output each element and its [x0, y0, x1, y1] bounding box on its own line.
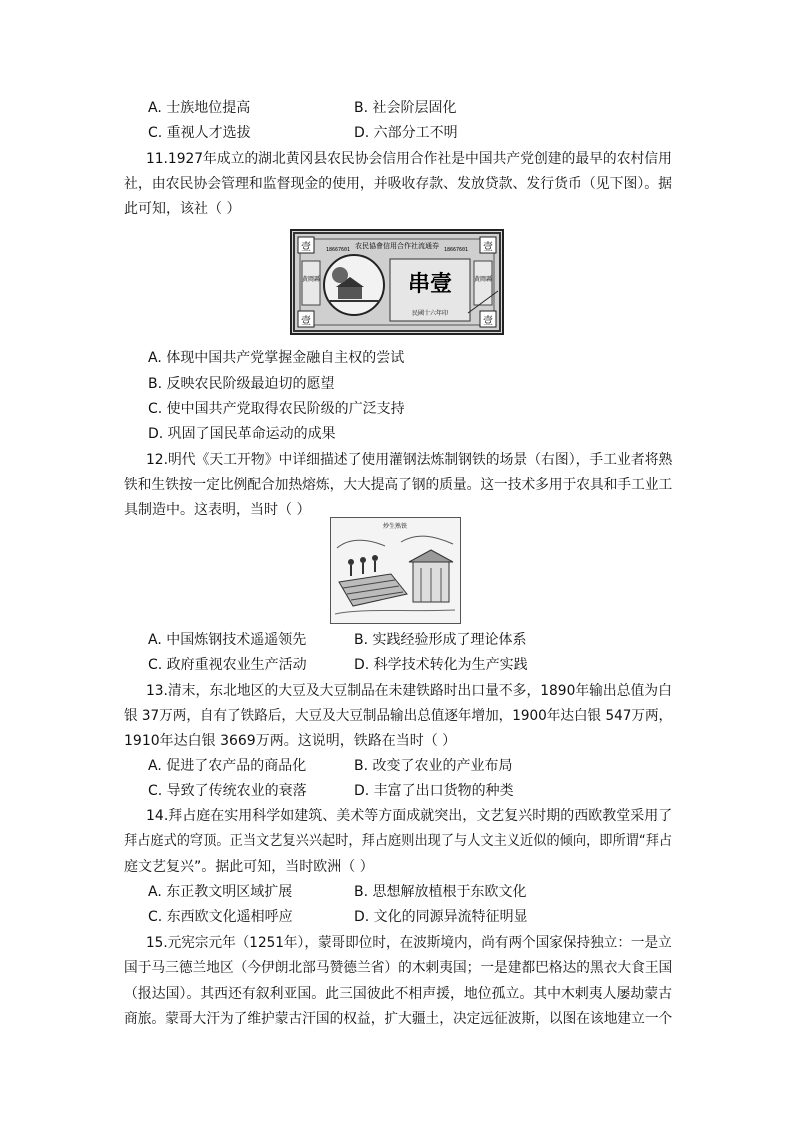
note-bottom-text: 民國十六年印 — [411, 310, 449, 317]
serial-right: 18667601 — [443, 247, 469, 253]
q10-option-b: B. 社会阶层固化 — [354, 100, 457, 116]
q12-woodcut-figure — [330, 517, 461, 624]
q14-stem-line-2: 拜占庭式的穹顶。正当文艺复兴兴起时，拜占庭则出现了与人文主义近似的倾向，即所谓“拜占 — [124, 833, 673, 849]
q14-stem-line-3: 庭文艺复兴”。据此可知，当时欧洲（ ） — [124, 859, 374, 875]
q13-stem-line-3: 1910年达白银 3669万两。这说明，铁路在当时（ ） — [124, 733, 457, 749]
woodcut-caption: 炒生熟铁 — [382, 523, 408, 530]
q13-stem-line-2: 银 37万两，自有了铁路后，大豆及大豆制品输出总值逐年增加，1900年达白银 547万两， — [124, 708, 673, 724]
q11-option-c: C. 使中国共产党取得农民阶级的广泛支持 — [148, 401, 405, 417]
q11-stem-line-2: 社，由农民协会管理和监督现金的使用，并吸收存款、发放贷款、发行货币（见下图）。据 — [124, 176, 673, 192]
q14-option-c: C. 东西欧文化遥相呼应 — [148, 909, 293, 925]
q13-option-a: A. 促进了农产品的商品化 — [148, 758, 307, 774]
corner-char-bl: 壹 — [301, 316, 311, 327]
q12-option-a: A. 中国炼钢技术遥遥领先 — [148, 632, 307, 648]
q14-option-d: D. 文化的同源异流特征明显 — [354, 909, 528, 925]
q10-option-d: D. 六部分工不明 — [354, 125, 458, 141]
q15-stem-line-1: 15.元宪宗元年（1251年），蒙哥即位时，在波斯境内，尚有两个国家保持独立：一是立 — [146, 935, 672, 951]
note-denomination: 串壹 — [407, 271, 453, 297]
q11-option-a: A. 体现中国共产党掌握金融自主权的尝试 — [148, 350, 405, 366]
q12-stem-line-3: 具制造中。这表明，当时（ ） — [124, 502, 311, 518]
woodcut-smelting-icon — [331, 518, 460, 623]
q15-stem-line-4: 商旅。蒙哥大汗为了维护蒙古汗国的权益，扩大疆土，决定远征波斯，以图在该地建立一个 — [124, 1011, 673, 1027]
q13-option-b: B. 改变了农业的产业布局 — [354, 758, 513, 774]
q12-stem-line-2: 铁和生铁按一定比例配合加热熔炼，大大提高了钢的质量。这一技术多用于农具和手工业工 — [124, 477, 673, 493]
q11-option-b: B. 反映农民阶级最迫切的愿望 — [148, 376, 335, 392]
note-top-text: 农民協會信用合作社流通券 — [355, 242, 439, 250]
q14-option-b: B. 思想解放植根于东欧文化 — [354, 884, 527, 900]
q14-option-a: A. 东正教文明区域扩展 — [148, 884, 293, 900]
q10-option-c: C. 重视人才选拔 — [148, 125, 251, 141]
q13-stem-line-1: 13.清末，东北地区的大豆及大豆制品在未建铁路时出口量不多，1890年输出总值为白 — [146, 683, 672, 699]
label-left: 黄岡縣 — [301, 276, 321, 283]
q11-stem-line-3: 此可知，该社（ ） — [124, 201, 241, 217]
q15-stem-line-2: 国于马三德兰地区（今伊朗北部马赞德兰省）的木剌夷国；一是建都巴格达的黑衣大食王国 — [124, 960, 673, 976]
q10-option-a: A. 士族地位提高 — [148, 100, 251, 116]
q15-stem-line-3: （报达国）。其西还有叙利亚国。此三国彼此不相声援，地位孤立。其中木剌夷人屡劫蒙古 — [124, 986, 673, 1002]
serial-left: 18667601 — [325, 247, 351, 253]
q14-stem-line-1: 14.拜占庭在实用科学如建筑、美术等方面成就突出，文艺复兴时期的西欧教堂采用了 — [146, 808, 673, 824]
q12-stem-line-1: 12.明代《天工开物》中详细描述了使用灌钢法炼制钢铁的场景（右图），手工业者将熟 — [146, 452, 673, 468]
q12-option-d: D. 科学技术转化为生产实践 — [354, 657, 528, 673]
label-right: 黄岡縣 — [473, 276, 493, 283]
q11-stem-line-1: 11.1927年成立的湖北黄冈县农民协会信用合作社是中国共产党创建的最早的农村信用 — [146, 151, 672, 167]
q11-banknote-figure — [290, 229, 504, 335]
q12-option-b: B. 实践经验形成了理论体系 — [354, 632, 527, 648]
q13-option-d: D. 丰富了出口货物的种类 — [354, 783, 514, 799]
q12-option-c: C. 政府重视农业生产活动 — [148, 657, 307, 673]
q13-option-c: C. 导致了传统农业的衰落 — [148, 783, 307, 799]
corner-char-br: 壹 — [483, 316, 493, 327]
currency-note-icon — [292, 231, 502, 333]
q11-option-d: D. 巩固了国民革命运动的成果 — [148, 426, 336, 442]
corner-char-tl: 壹 — [301, 242, 311, 253]
corner-char-tr: 壹 — [483, 242, 493, 253]
